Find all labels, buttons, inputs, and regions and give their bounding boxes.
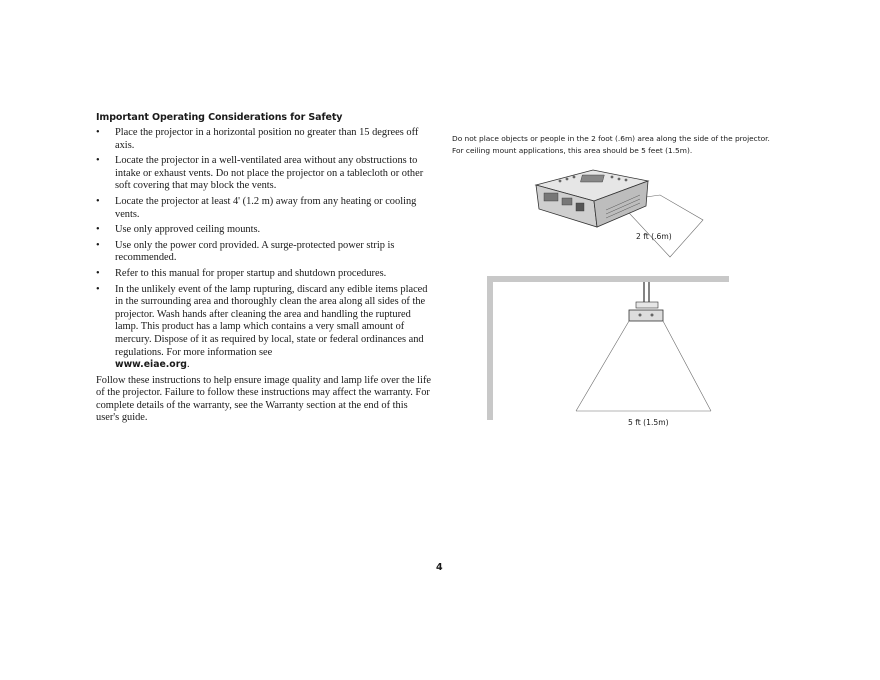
- bullet-glyph: •: [96, 239, 100, 251]
- projector-lens: [651, 314, 654, 317]
- bullet-text: Use only approved ceiling mounts.: [115, 224, 261, 236]
- eiae-link[interactable]: www.eiae.org: [115, 359, 187, 371]
- list-item: [96, 224, 432, 237]
- projector-button: [611, 176, 614, 179]
- list-item: [96, 155, 432, 193]
- ceiling-mount-clearance-illustration: [487, 276, 732, 422]
- link-suffix: .: [186, 359, 190, 371]
- wall: [487, 276, 493, 420]
- bullet-text: In the unlikely event of the lamp rupturing, discard any edible items placed in the surrounding area and thoroughly clean the area along all sides of the projector. Wash hands after cleaning the area and handling the ruptured lamp. This product has a lamp which contains a very small amount of mercury. Dispose of it as required by local, state or federal ordinances and regulations. For more information see: [115, 283, 428, 358]
- projector-button: [618, 178, 621, 181]
- warranty-paragraph: Follow these instructions to help ensure image quality and lamp life over the life of the projector. Failure to follow these instructions may affect the warranty. For complete details of the warranty, see the Warranty section at the end of this user's guide.: [96, 374, 432, 424]
- figure-caption: [452, 133, 782, 157]
- projector-button: [573, 176, 576, 179]
- bullet-text: Refer to this manual for proper startup and shutdown procedures.: [115, 267, 387, 279]
- cone-edge-left: [576, 321, 629, 411]
- projector-side-clearance-illustration: [530, 165, 730, 255]
- side-clearance-label: 2 ft (.6m): [636, 232, 672, 241]
- projector-button: [625, 179, 628, 182]
- ceiling-clearance-label: 5 ft (1.5m): [628, 418, 669, 427]
- bullet-glyph: •: [96, 224, 100, 236]
- bullet-glyph: •: [96, 155, 100, 167]
- projector-display: [580, 175, 604, 182]
- list-item: [96, 127, 432, 152]
- list-item: [96, 240, 432, 265]
- caption-line: Do not place objects or people in the 2 foot (.6m) area along the side of the projector.: [452, 134, 770, 143]
- projector-ports: [562, 198, 572, 205]
- bullet-glyph: •: [96, 195, 100, 207]
- bullet-glyph: •: [96, 283, 100, 295]
- bullet-text: Place the projector in a horizontal position no greater than 15 degrees off axis.: [115, 127, 419, 151]
- ceiling-beam: [487, 276, 729, 282]
- list-item: [96, 284, 432, 372]
- projector-button: [559, 180, 562, 183]
- mount-bracket: [636, 302, 658, 308]
- projector-button: [566, 178, 569, 181]
- section-heading: Important Operating Considerations for Safety: [96, 112, 343, 123]
- bullet-glyph: •: [96, 127, 100, 138]
- caption-line: For ceiling mount applications, this area should be 5 feet (1.5m).: [452, 146, 693, 155]
- cone-edge-right: [663, 321, 711, 411]
- safety-content: [96, 127, 432, 425]
- bullet-text: Use only the power cord provided. A surge-protected power strip is recommended.: [115, 239, 395, 264]
- projector-ports: [576, 203, 584, 211]
- projector-ports: [544, 193, 558, 201]
- ceiling-projector: [629, 310, 663, 321]
- bullet-text: Locate the projector in a well-ventilated area without any obstructions to intake or exhaust vents. Do not place the projector on a tablecloth or other soft covering that may block the vents.: [115, 155, 424, 192]
- bullet-text: Locate the projector at least 4' (1.2 m) away from any heating or cooling vents.: [115, 195, 417, 220]
- projector-lens: [639, 314, 642, 317]
- bullet-glyph: •: [96, 267, 100, 279]
- safety-bullet-list: [96, 127, 432, 372]
- page-number: 4: [436, 562, 443, 573]
- list-item: [96, 196, 432, 221]
- list-item: [96, 268, 432, 281]
